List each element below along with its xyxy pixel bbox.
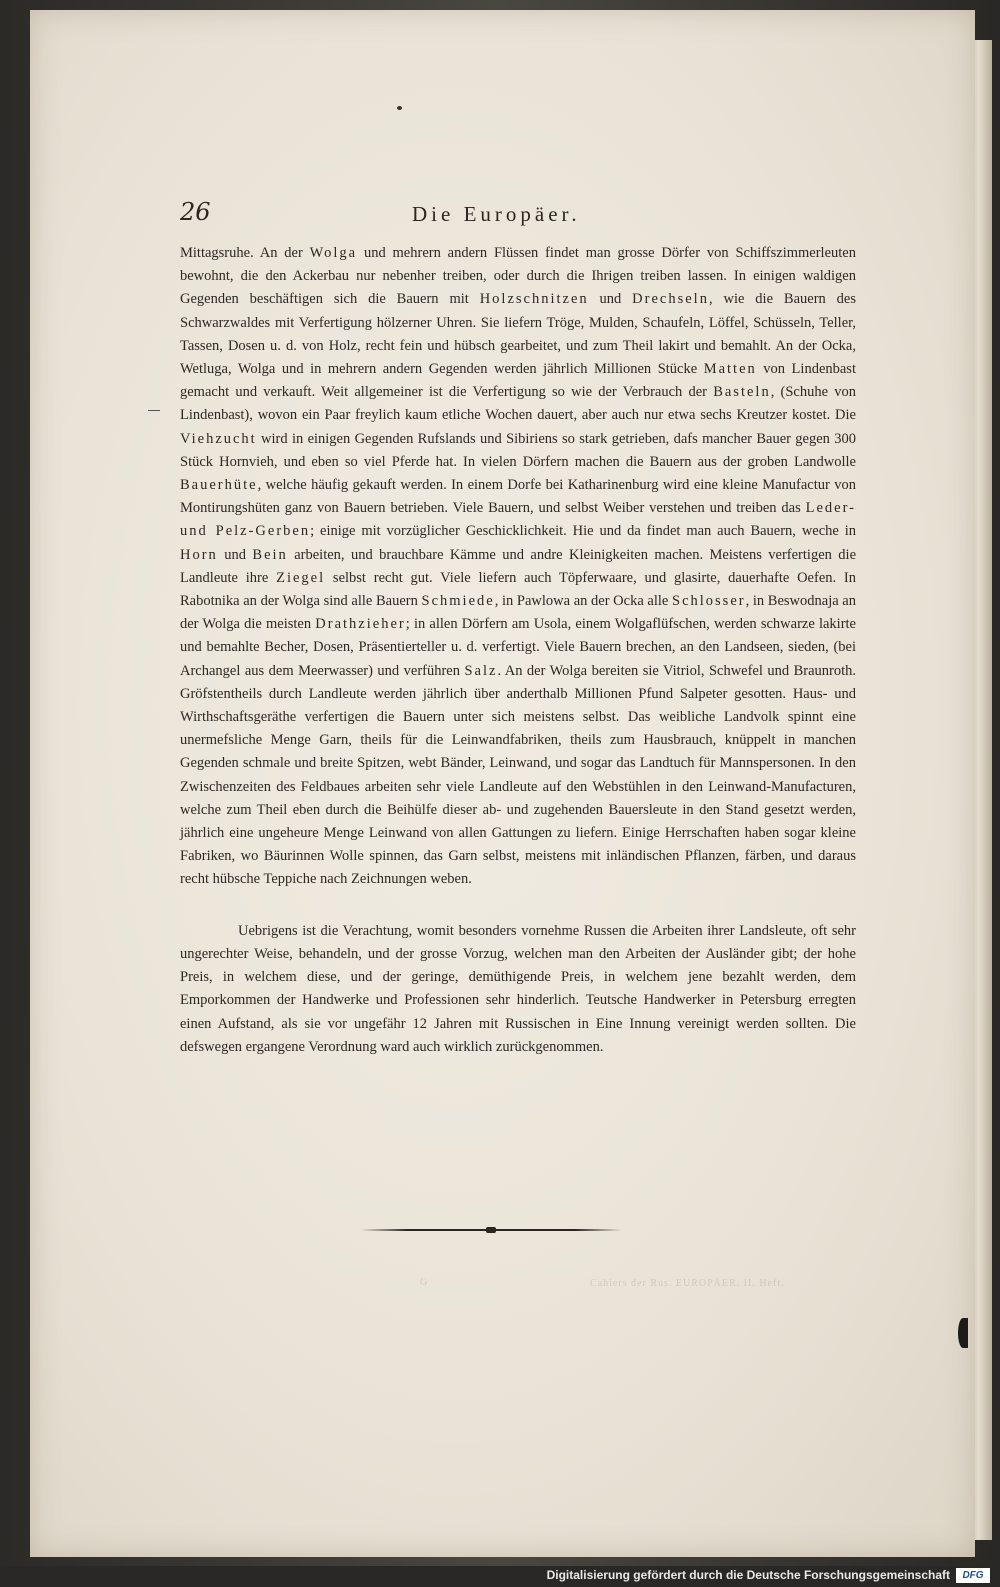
spaced-term: Matten [703,361,757,378]
spaced-term: Ziegel [276,569,326,586]
text-run: wird in einigen Gegenden Rufslands und Sibiriens so stark getrieben, dafs mancher Bauer gegen 300 Stück Hornvieh, und eben so viel Pferde hat. In vielen Dörfern machen die Bauern aus der groben Landwolle [180,430,856,470]
text-run: , wie die Bauern des Schwarzwaldes mit Verfertigung hölzerner Uhren. Sie liefern Tröge, Mulden, Schaufeln, Löffel, Schüsseln, Teller, Tassen, Dosen u. d. von Holz, recht fein und hübsch gearbeitet, und zum Theil lakirt und bemahlt. An der Ocka, Wetluga, Wolga und in mehrern andern Gegenden werden jährlich Millionen Stücke [180,291,856,378]
text-run: und mehrern andern Flüssen findet man grosse Dörfer von Schiffszimmerleuten bewohnt, die den Ackerbau nur nebenher treiben, oder durch die Ihrigen treiben lassen. In einigen waldigen Gegenden beschäftigen sich die Bauern mit [180,245,856,308]
spaced-term: Wolga [309,245,358,261]
text-run: ; einige mit vorzüglicher Geschicklichkeit. Hie und da findet man auch Bauern, weche in [310,523,857,540]
spaced-term: Horn [180,546,218,563]
text-run: . An der Wolga bereiten sie Vitriol, Schwefel und Braunroth. Gröfstentheils durch Landleute werden jährlich über anderthalb Millionen Pfund Salpeter gesotten. Haus- und Wirthschaftsgeräthe verfertigen die Bauern unter sich meistens selbst. Das weibliche Landvolk spinnt eine unermefsliche Menge Garn, theils für die Leinwandfabriken, theils zum Hausbrauch, knüppelt in manchen Gegenden schmale und breite Spitzen, webt Bänder, Leinwand, und sogar das Landtuch für Mannspersonen. In den Zwischenzeiten des Feldbaues arbeiten sehr viele Landleute auf den Webstühlen in den Leinwand-Manufacturen, welche zum Theil eben durch die Beihülfe dieser ab- und zugehenden Bauersleute in den Stand gesetzt werden, jährlich eine ungeheure Menge Leinwand von allen Gattungen zu liefern. Einige Herrschaften haben sogar kleine Fabriken, wo Bäurinnen Wolle spinnen, das Garn selbst, meistens mit inländischen Pflanzen, färben, und daraus recht hübsche Teppiche nach Zeichnungen weben. [180,662,856,888]
spaced-term: Schmiede [421,593,495,610]
spaced-term: Drechseln [632,291,709,308]
text-run: und [217,546,253,563]
funding-credit: Digitalisierung gefördert durch die Deutsche Forschungsgemeinschaft [546,1568,950,1582]
spaced-term: Bauerhüte [180,477,258,494]
spaced-term: Bein [252,546,288,563]
decorative-rule [360,1228,622,1232]
show-through-text [420,1277,900,1289]
rule-ornament [486,1227,496,1233]
ink-dot [397,106,402,110]
dfg-logo: DFG [956,1568,990,1583]
text-run: , in Pawlowa an der Ocka alle [494,593,672,610]
spaced-term: Schlosser [672,593,746,610]
paragraph-1 [180,242,856,892]
spaced-term: Viehzucht [180,430,257,447]
running-head: Die Europäer. [412,202,581,226]
book-page [30,10,975,1557]
show-through-line: Cahiers der Rus. EUROPÄER. II. Heft. [590,1278,785,1289]
page-header [180,198,860,238]
body-text [180,242,856,1073]
margin-mark [148,410,160,411]
page-number: 26 [180,198,211,226]
text-run: Mittagsruhe. An der [180,245,310,261]
text-run: , welche häufig gekauft werden. In einem Dorfe bei Katharinenburg wird eine kleine Manufactur von Montirungshüten ganz von Bauern betrieben. Viele Bauern, und selbst Weiber verstehen und treiben das [180,477,856,517]
spaced-term: Basteln [713,384,771,401]
page-tear [958,1318,968,1348]
spaced-term: Leder- und Pelz-Gerben [180,500,856,540]
spaced-term: Holzschnitzen [479,291,589,308]
text-run: , (Schuhe von Lindenbast), wovon ein Paar freylich kaum etliche Wochen dauert, aber auch nur etwa sechs Kreutzer kostet. Die [180,384,856,424]
text-run: von Lindenbast gemacht und verkauft. Weit allgemeiner ist die Verfertigung so wie der Verbrauch der [180,361,856,401]
text-run: arbeiten, und brauchbare Kämme und andre Kleinigkeiten machen. Meistens verfertigen die Landleute ihre [180,546,857,586]
spaced-term: Drathzieher [315,616,406,633]
text-run: ; in allen Dörfern am Usola, einem Wolgaflüfschen, werden schwarze lakirte und bemahlte Becher, Dosen, Präsentierteller u. d. verfertigt. Viele Bauern brechen, an den Landseen, sieden, (bei Archangel aus dem Meerwasser) und verführen [180,616,856,679]
paragraph-2: Uebrigens ist die Verachtung, womit besonders vornehme Russen die Arbeiten ihrer Landsleute, oft sehr ungerechter Weise, behandeln, und der grosse Vorzug, welchen man den Arbeiten der Ausländer gibt; der hohe Preis, in welchem diese, und der geringe, demüthigende Preis, in welchem jene bezahlt werden, dem Emporkommen der Handwerke und Professionen sehr hinderlich. Teutsche Handwerker in Petersburg erregten einen Aufstand, als sie vor ungefähr 12 Jahren mit Russischen in Eine Innung vereinigt werden sollten. Die defswegen ergangene Verordnung ward auch wirklich zurückgenommen. [180,922,856,1055]
text-run: , in Beswodnaja an der Wolga die meisten [180,593,856,633]
spaced-term: Salz [464,662,498,679]
footer-bar [0,1566,1000,1587]
text-run: selbst recht gut. Viele liefern auch Töpferwaare, und glasirte, dauerhafte Oefen. In Rabotnika an der Wolga sind alle Bauern [180,569,856,610]
text-run: und [588,291,633,308]
show-through-signature: G [420,1277,429,1288]
